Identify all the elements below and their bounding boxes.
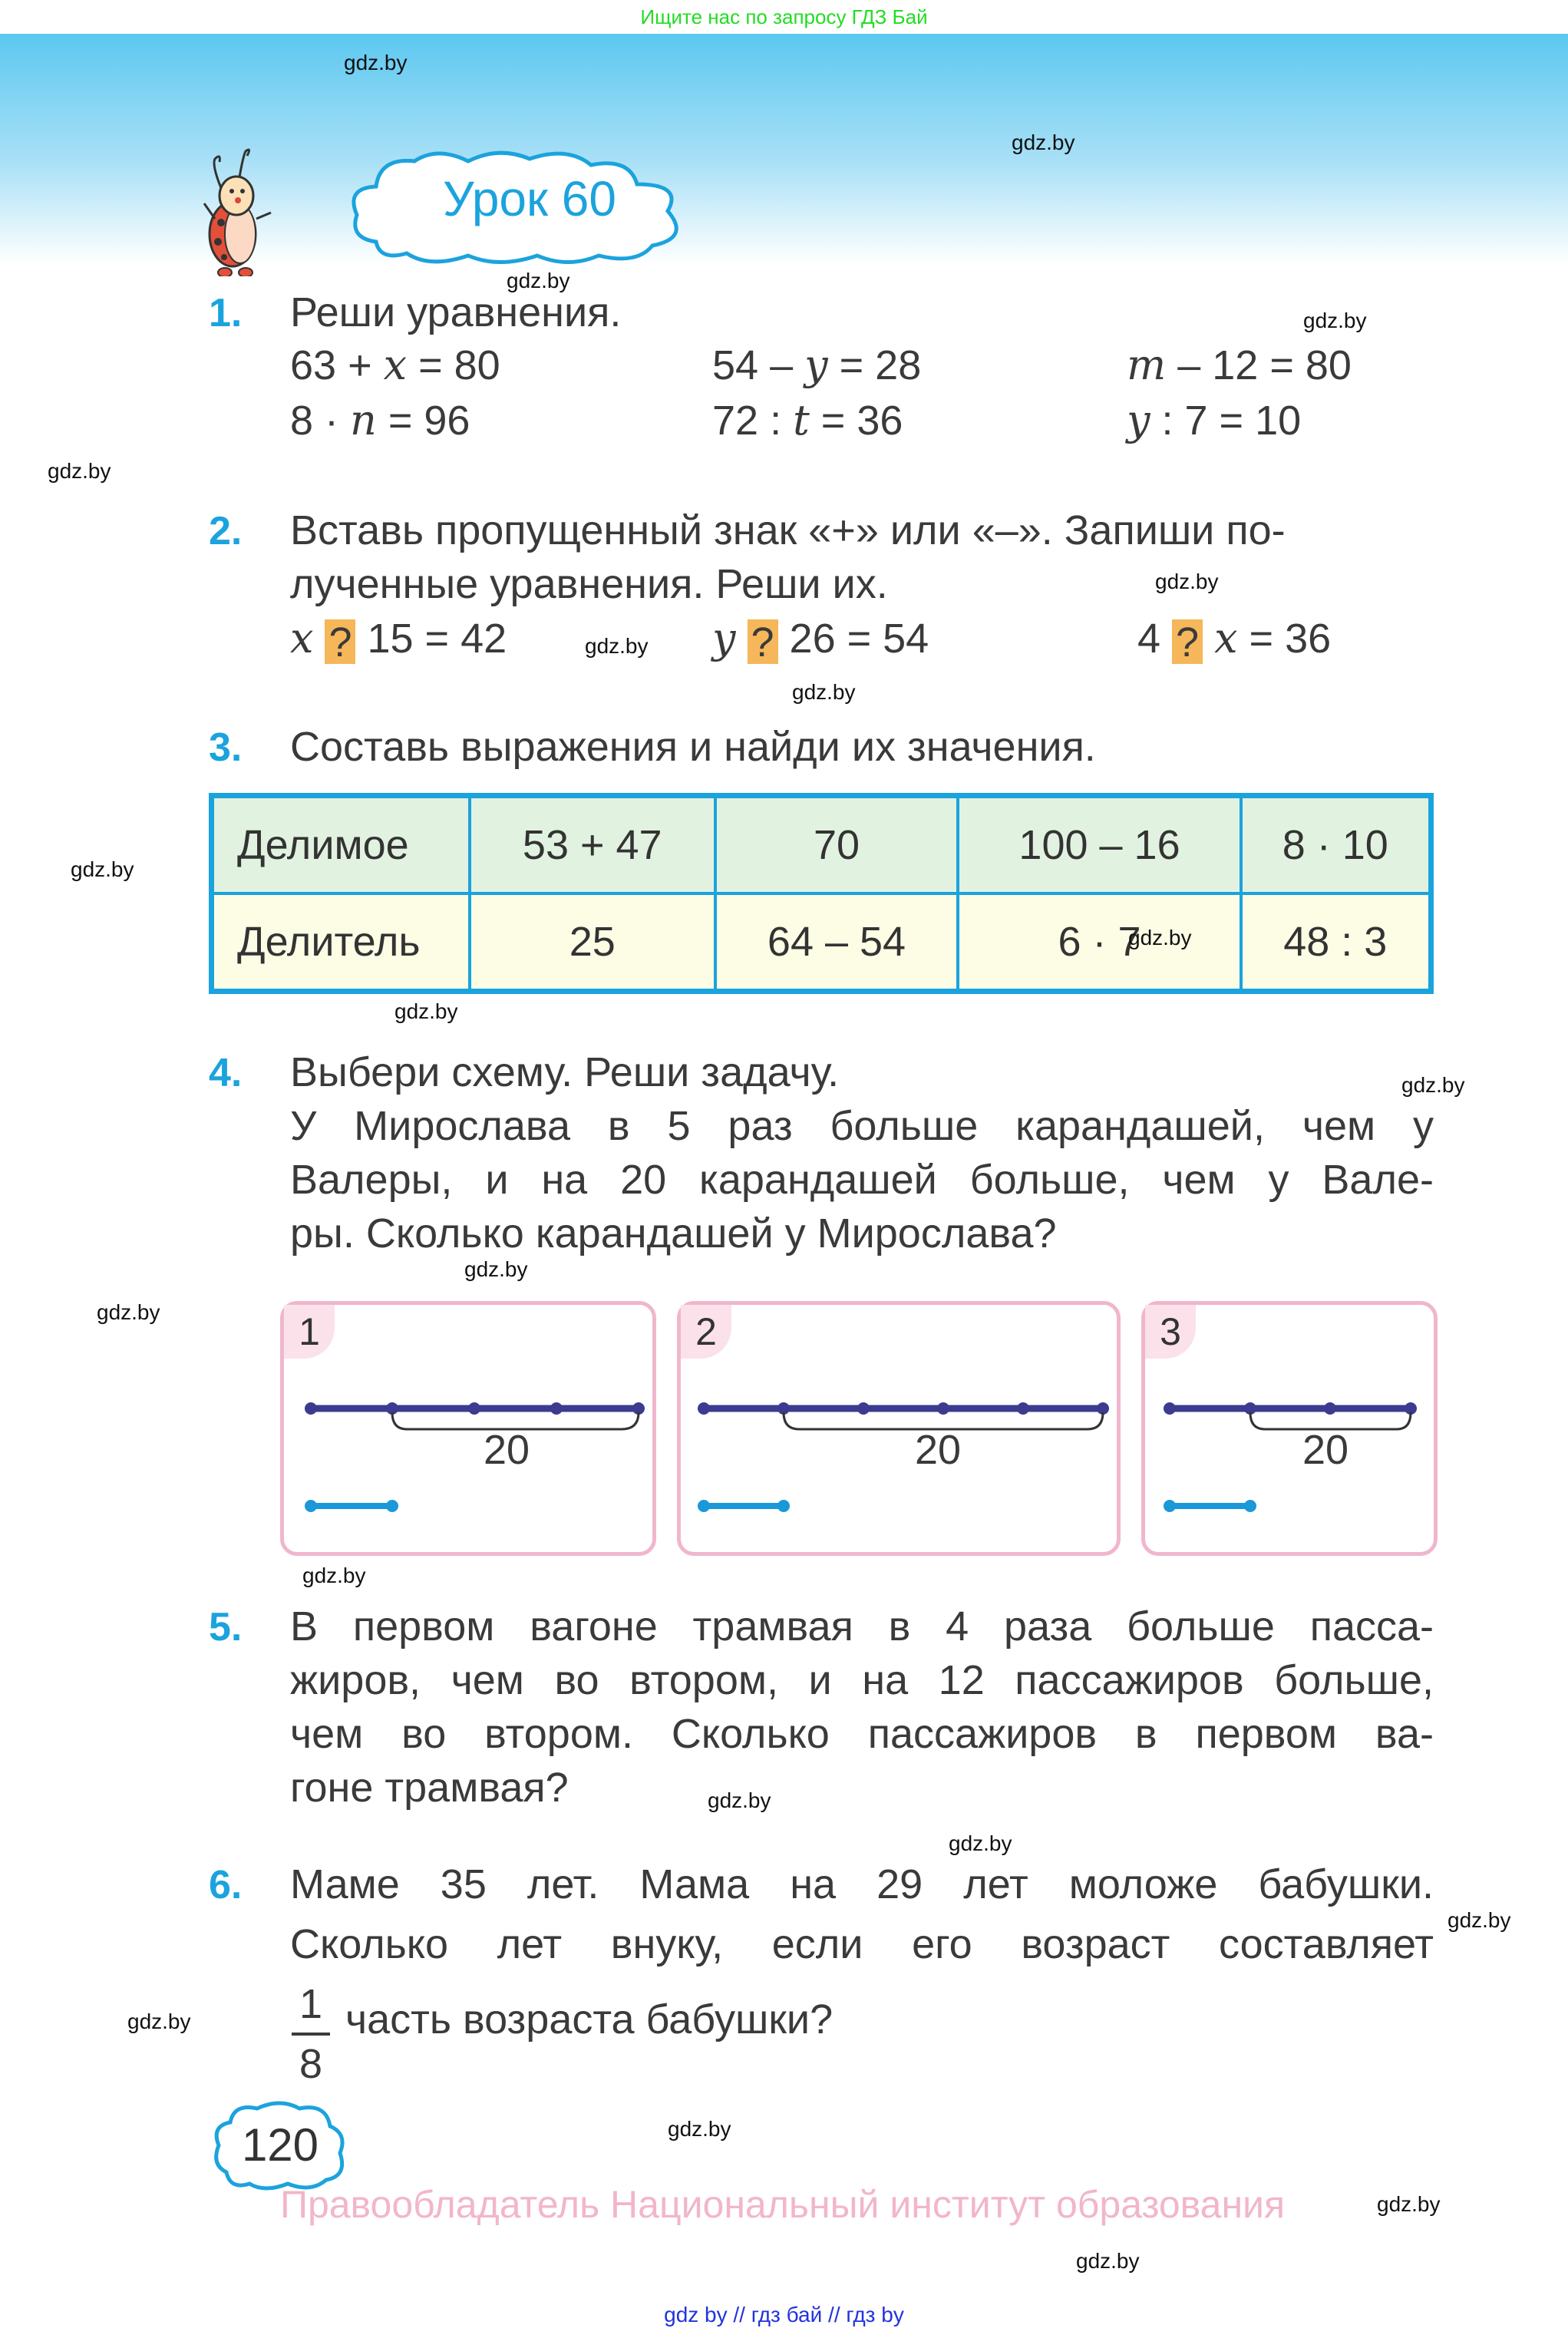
watermark: gdz.by: [394, 999, 458, 1023]
task-text: лученные уравнения. Реши их.: [290, 561, 888, 607]
equation: 63 + x = 80: [290, 341, 500, 389]
task-text: В первом вагоне трамвая в 4 раза больше пасса-: [290, 1603, 1434, 1649]
task-text: часть возраста бабушки?: [345, 1996, 834, 2042]
task-text: Сколько лет внуку, если его возраст составляет: [290, 1921, 1434, 1967]
scheme-label: 1: [284, 1305, 335, 1359]
equation: 8 · n = 96: [290, 396, 470, 444]
task-text: Маме 35 лет. Мама на 29 лет моложе бабушки.: [290, 1861, 1434, 1907]
fraction: [292, 1980, 330, 2088]
table-row: [212, 796, 1431, 894]
task-title: Составь выражения и найди их значения.: [290, 724, 1096, 770]
missing-sign-box: ?: [325, 619, 355, 664]
watermark: gdz.by: [1377, 2192, 1441, 2216]
watermark: gdz.by: [1128, 926, 1192, 949]
segment-value: 20: [915, 1427, 962, 1473]
watermark: gdz.by: [1401, 1073, 1465, 1097]
watermark: gdz.by: [792, 680, 856, 704]
watermark: gdz.by: [127, 2009, 191, 2033]
task-number: 1.: [209, 291, 243, 335]
watermark: gdz.by: [668, 2117, 731, 2141]
fraction-bar: [292, 2033, 330, 2036]
task-text: жиров, чем во втором, и на 12 пассажиров больше,: [290, 1657, 1434, 1703]
lesson-title: Урок 60: [443, 171, 616, 226]
watermark: gdz.by: [48, 459, 111, 483]
table-cell: 6 · 7: [958, 893, 1240, 992]
table-cell: 25: [470, 893, 715, 992]
watermark: gdz.by: [302, 1564, 366, 1587]
segment-diagram-icon: [681, 1305, 1117, 1552]
missing-sign-box: ?: [1172, 619, 1203, 664]
watermark: gdz.by: [708, 1788, 771, 1812]
table-cell: 64 – 54: [715, 893, 959, 992]
task-number: 3.: [209, 725, 243, 770]
equation: 4 ? x = 36: [1137, 614, 1332, 665]
task-number: 4.: [209, 1051, 243, 1095]
watermark: gdz.by: [585, 634, 649, 658]
equation: 72 : t = 36: [712, 396, 903, 444]
task-text: У Мирослава в 5 раз больше карандашей, чем у: [290, 1103, 1434, 1149]
task-number: 2.: [209, 509, 243, 553]
equation: y ? 26 = 54: [712, 614, 929, 665]
dividend-divisor-table: [209, 793, 1434, 994]
task-text: ры. Сколько карандашей у Мирослава?: [290, 1210, 1057, 1257]
watermark: gdz.by: [71, 857, 134, 881]
missing-sign-box: ?: [748, 619, 778, 664]
segment-value: 20: [1302, 1427, 1349, 1473]
watermark: gdz.by: [507, 269, 570, 292]
equation: y : 7 = 10: [1127, 396, 1302, 444]
task-title: Реши уравнения.: [290, 289, 622, 335]
fraction-numerator: 1: [299, 1981, 323, 2027]
copyright-text: Правообладатель Национальный институт образования: [280, 2183, 1286, 2226]
task-text: гоне трамвая?: [290, 1765, 569, 1811]
ladybug-mascot-icon: [198, 142, 298, 276]
segment-diagram-icon: [284, 1305, 652, 1552]
table-cell: 48 : 3: [1241, 893, 1431, 992]
segment-diagram-icon: [1145, 1305, 1434, 1552]
watermark: gdz.by: [1448, 1908, 1511, 1932]
task-text: Вставь пропущенный знак «+» или «–». Запиши по-: [290, 507, 1286, 553]
watermark: gdz.by: [1012, 130, 1075, 154]
watermark: gdz.by: [464, 1257, 528, 1281]
table-cell: 8 · 10: [1241, 796, 1431, 894]
segment-value: 20: [484, 1427, 530, 1473]
task-text: чем во втором. Сколько пассажиров в первом ва-: [290, 1711, 1434, 1757]
table-row: [212, 893, 1431, 992]
fraction-denominator: 8: [299, 2041, 323, 2087]
watermark: gdz.by: [1303, 309, 1367, 332]
footer-links[interactable]: gdz by // гдз бай // гдз by: [664, 2303, 904, 2326]
page-number: 120: [241, 2119, 319, 2171]
equation: 54 – y = 28: [712, 341, 922, 389]
scheme-card-1[interactable]: [280, 1301, 656, 1556]
task-number: 5.: [209, 1605, 243, 1649]
table-cell: 53 + 47: [470, 796, 715, 894]
watermark: gdz.by: [97, 1300, 160, 1324]
table-cell: 100 – 16: [958, 796, 1240, 894]
watermark: gdz.by: [1155, 570, 1219, 593]
scheme-label: 3: [1145, 1305, 1196, 1359]
row-label: Делитель: [212, 893, 470, 992]
equation: x ? 15 = 42: [290, 614, 507, 665]
search-banner: [0, 0, 1568, 34]
watermark: gdz.by: [344, 51, 408, 74]
watermark: gdz.by: [1076, 2249, 1140, 2273]
banner-text: Ищите нас по запросу ГДЗ Бай: [640, 5, 928, 28]
task-title: Выбери схему. Реши задачу.: [290, 1049, 840, 1095]
scheme-card-2[interactable]: [677, 1301, 1121, 1556]
task-text: Валеры, и на 20 карандашей больше, чем у Вале-: [290, 1157, 1434, 1203]
row-label: Делимое: [212, 796, 470, 894]
watermark: gdz.by: [949, 1831, 1012, 1855]
task-number: 6.: [209, 1863, 243, 1907]
scheme-card-3[interactable]: [1141, 1301, 1438, 1556]
equation: m – 12 = 80: [1127, 341, 1352, 389]
table-cell: 70: [715, 796, 959, 894]
scheme-label: 2: [681, 1305, 731, 1359]
